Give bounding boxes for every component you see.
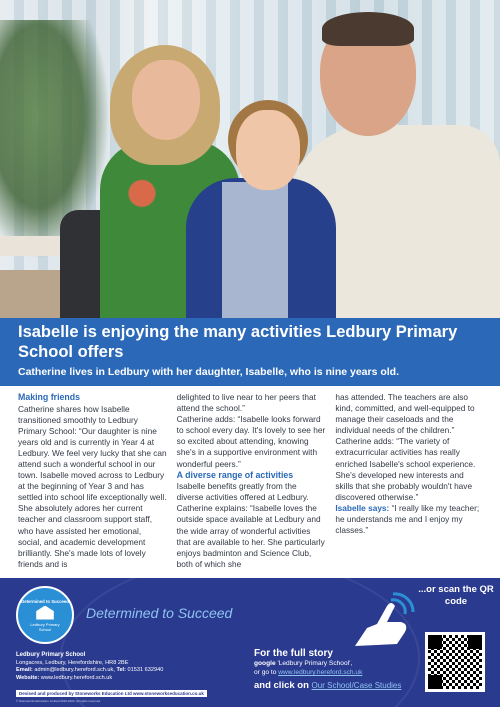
copyright: © Stoneworks Education Limited 2016-2024. All rights reserved. [16,699,101,703]
article-column-2 [177,392,326,568]
paragraph: Catherine adds: “Isabelle looks forward to school every day. It's lovely to see her so excited about attending, knowing she's in a supportive environment with wonderful peers.” [176,414,326,469]
logo-school-name: Ledbury Primary School [30,621,60,632]
quote-lead: Isabelle says: [335,502,390,513]
article-body [18,392,484,568]
section-heading-activities: A diverse range of activities [176,469,294,480]
full-story-heading: For the full story [254,648,333,659]
phone-number: 01531 632940 [127,667,164,674]
paragraph: Catherine shares how Isabelle transitioned smoothly to Ledbury Primary School: “Our daughter is nine years old and is currently in Year 4 at Ledbury. We feel very lucky that she can attend such a wonderful school in our town. Isabelle moved across to Ledbury at the beginning of Year 3 and has settled into school life exceptionally well. She absolutely adores her current teacher and classroom support staff, who have assisted her emotional, social, and academic development brilliantly. She's made lots of lovely friends and is [18,403,167,569]
producer-credit: Devised and produced by Stoneworks Education Ltd www.stoneworkseducation.co.uk [16,690,207,697]
section-heading-making-friends: Making friends [18,392,81,402]
case-studies-link[interactable]: Our School/Case Studies [311,681,402,690]
school-name: Ledbury Primary School [16,652,86,658]
daughter-face [236,110,300,190]
title-band [0,318,500,386]
address-line: Longacres, Ledbury, Herefordshire, HR8 2BE [16,659,129,666]
scan-qr-text: ...or scan the QR code [418,584,494,607]
producer-link[interactable]: www.stoneworkseducation.co.uk [133,691,204,696]
paragraph: delighted to live near to her peers that attend the school.” [176,392,316,414]
qr-code[interactable] [425,632,485,692]
tapping-hand-icon [347,588,419,650]
father-hair [322,12,414,46]
school-website-link[interactable]: www.ledbury.hereford.sch.uk [278,669,363,676]
quote-paragraph [335,503,484,536]
email-tel-line: Email: admin@ledbury.hereford.sch.uk, Tel: 01531 632940 [16,667,164,674]
hero-photo [0,0,500,318]
google-line: google 'Ledbury Primary School', [254,660,353,667]
article-column-3 [335,392,484,568]
article-column-1 [18,392,167,568]
paragraph: Isabelle benefits greatly from the diverse activities offered at Ledbury. Catherine explains: “Isabelle loves the outside space available at Ledbury and the wide array of wonderful activities that are available to her. She particularly enjoys badminton and Science Club, both of which she [176,481,325,569]
qr-code-pattern [428,635,482,689]
mother-face [132,60,200,140]
click-on-line: and click on Our School/Case Studies [254,680,402,691]
page-title: Isabelle is enjoying the many activities Ledbury Primary School offers [18,323,458,361]
website-link[interactable]: www.ledbury.hereford.sch.uk [40,674,113,681]
full-story-block [254,648,434,691]
crest-icon [34,606,56,620]
paragraph: has attended. The teachers are also kind, committed, and well-equipped to manage their caseloads and the individual needs of the children.” [335,392,475,436]
school-logo [16,586,74,644]
tagline: Determined to Succeed [86,605,233,621]
go-to-line: or go to www.ledbury.hereford.sch.uk [254,669,363,676]
logo-motto: Determined to Succeed [21,598,69,604]
footer [0,578,500,707]
daughter-shirt [222,182,288,318]
contact-details [16,652,216,682]
website-line: Website: www.ledbury.hereford.sch.uk [16,674,113,681]
quote-text: “I really like my teacher; he understands me and I enjoy my classes.” [335,502,480,536]
paragraph: Catherine adds: “The variety of extracurricular activities has really enriched Isabelle's school experience. She's developed new interests and skills that she probably wouldn't have discovered otherwise.” [335,436,476,502]
email-link[interactable]: admin@ledbury.hereford.sch.uk [34,667,114,674]
page-subtitle: Catherine lives in Ledbury with her daughter, Isabelle, who is nine years old. [18,366,400,378]
